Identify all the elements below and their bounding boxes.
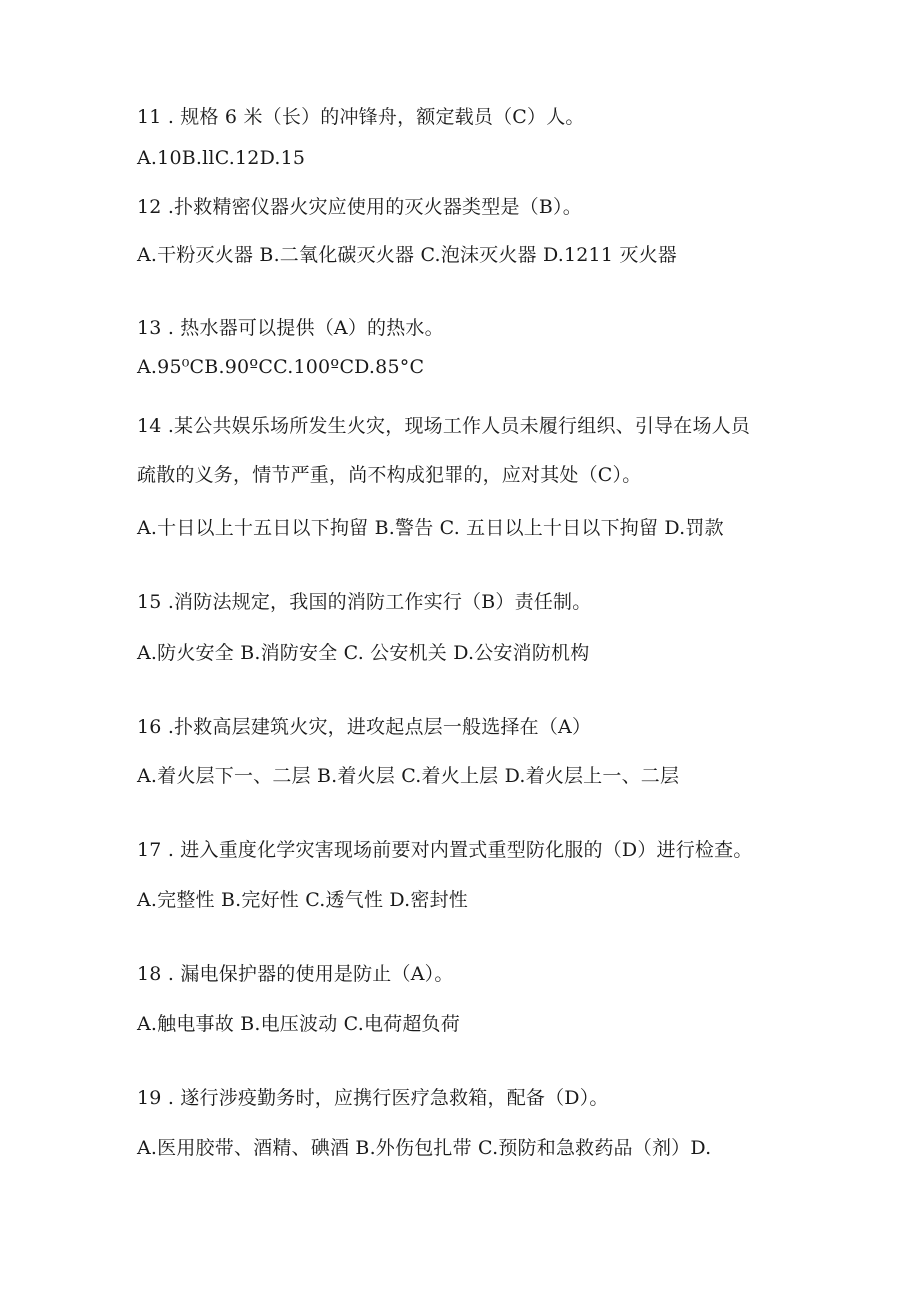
- question-19-options: A.医用胶带、酒精、碘酒 B.外伤包扎带 C.预防和急救药品（剂）D.: [137, 1137, 712, 1159]
- question-11-options: A.10B.llC.12D.15: [137, 147, 306, 169]
- question-16-stem: 16 .扑救高层建筑火灾，进攻起点层一般选择在（A）: [137, 716, 592, 738]
- question-15-stem: 15 .消防法规定，我国的消防工作实行（B）责任制。: [137, 591, 592, 613]
- question-16-options: A.着火层下一、二层 B.着火层 C.着火上层 D.着火层上一、二层: [137, 765, 680, 787]
- question-19-stem: 19 . 遂行涉疫勤务时，应携行医疗急救箱，配备（D）。: [137, 1087, 609, 1109]
- question-13-stem: 13 . 热水器可以提供（A）的热水。: [137, 317, 444, 339]
- question-15-options: A.防火安全 B.消防安全 C. 公安机关 D.公安消防机构: [137, 642, 590, 664]
- question-17-options: A.完整性 B.完好性 C.透气性 D.密封性: [137, 889, 468, 911]
- question-14-stem-continued: 疏散的义务，情节严重，尚不构成犯罪的，应对其处（C）。: [137, 464, 642, 486]
- question-17-stem: 17 . 进入重度化学灾害现场前要对内置式重型防化服的（D）进行检查。: [137, 839, 753, 861]
- question-12-stem: 12 .扑救精密仪器火灾应使用的灭火器类型是（B）。: [137, 196, 582, 218]
- question-14-stem: 14 .某公共娱乐场所发生火灾，现场工作人员未履行组织、引导在场人员: [137, 415, 751, 437]
- question-18-stem: 18 . 漏电保护器的使用是防止（A）。: [137, 963, 454, 985]
- question-13-options: A.95⁰CB.90ºCC.100ºCD.85°C: [137, 356, 425, 378]
- question-12-options: A.干粉灭火器 B.二氧化碳灭火器 C.泡沫灭火器 D.1211 灭火器: [137, 244, 677, 266]
- question-18-options: A.触电事故 B.电压波动 C.电荷超负荷: [137, 1013, 460, 1035]
- question-14-options: A.十日以上十五日以下拘留 B.警告 C. 五日以上十日以下拘留 D.罚款: [137, 517, 724, 539]
- question-11-stem: 11 . 规格 6 米（长）的冲锋舟，额定载员（C）人。: [137, 106, 585, 128]
